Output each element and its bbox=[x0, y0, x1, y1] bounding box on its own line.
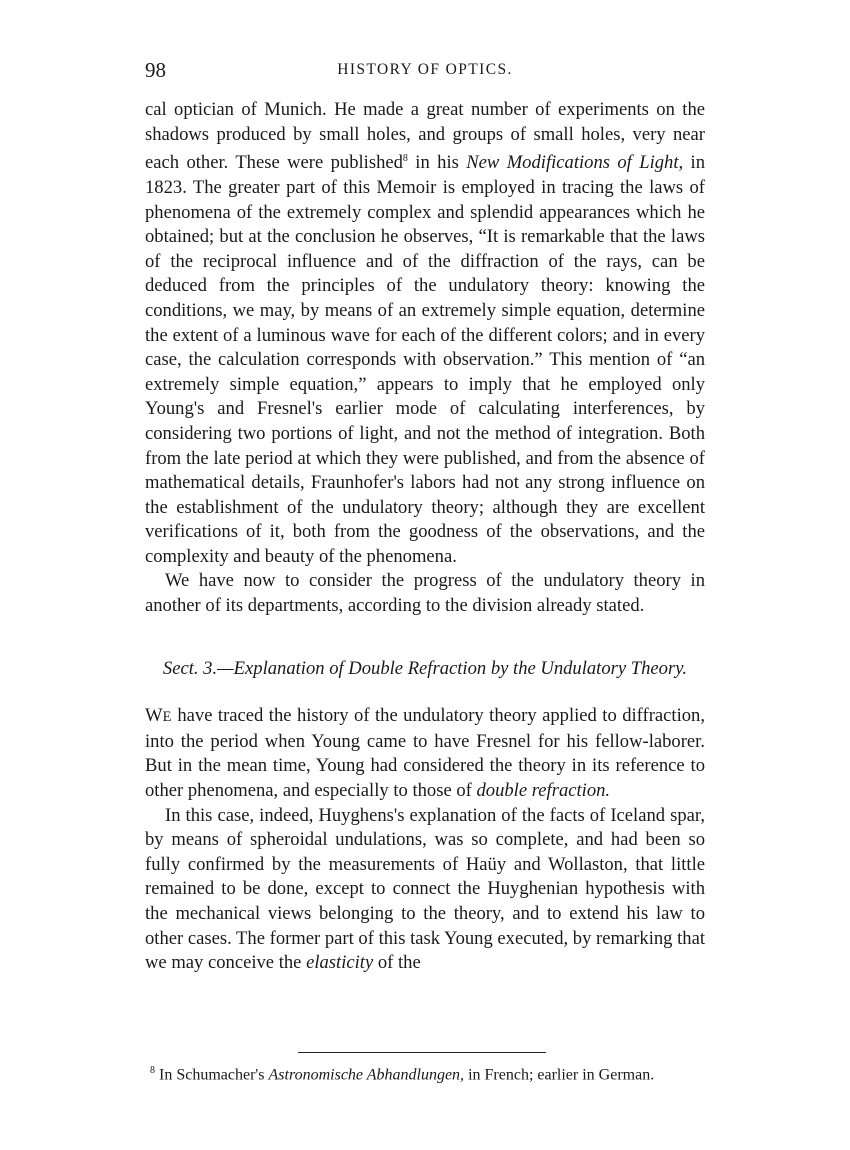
page-number: 98 bbox=[145, 58, 166, 82]
footnote-title: Astronomische Abhandlungen, bbox=[268, 1066, 465, 1084]
footnote: $^8$ In Schumacher's Astronomische Abhandlungen, in French; earlier in German. bbox=[150, 1065, 655, 1084]
paragraph-1: cal optician of Munich. He made a great number of experiments on the shadows produced by small holes, and groups of small holes, very near each other. These were published$^8$ in his New Modifications of Light, in 1823. The greater part of this Memoir is employed in tracing the laws of phenomena of the extremely complex and splendid appearances which he obtained; but at the conclusion he observes, “It is remarkable that the laws of the reciprocal influence and of the diffraction of the rays, can be deduced from the principles of the undulatory theory: knowing the conditions, we may, by means of an extremely simple equation, determine the extent of a luminous wave for each of the different colors; and in every case, the calculation corresponds with observation.” This mention of “an extremely simple equation,” appears to imply that he employed only Young's and Fresnel's earlier mode of calculating interferences, by considering two portions of light, and not the method of integration. Both from the late period at which they were published, and from the absence of mathematical details, Fraunhofer's labors had not any strong influence on the establishment of the undulatory theory; although they are excellent verifications of it, both from the goodness of the observations, and the complexity and beauty of the phenomena. bbox=[145, 99, 705, 567]
footnote-rule bbox=[298, 1052, 546, 1053]
book-title: New Modifications of Light, bbox=[466, 152, 684, 174]
page-body bbox=[145, 98, 705, 976]
paragraph-4: In this case, indeed, Huyghens's explanation of the facts of Iceland spar, by means of spheroidal undulations, was so complete, and had been so fully confirmed by the measurements of Haüy and Wollaston, that little remained to be done, except to connect the Huyghenian hypothesis with the mechanical views belonging to the theory, and to extend his law to other cases. The former part of this task Young executed, by remarking that we may conceive the elasticity of the bbox=[145, 804, 705, 974]
page-header bbox=[145, 58, 705, 82]
footnote-reference: 8 bbox=[402, 153, 408, 165]
footnote-mark: 8 bbox=[150, 1065, 155, 1076]
emphasis: double refraction. bbox=[476, 780, 611, 802]
emphasis: elasticity bbox=[306, 952, 374, 974]
drop-capital: W bbox=[145, 705, 163, 727]
running-title: HISTORY OF OPTICS. bbox=[337, 61, 513, 78]
paragraph-3: WE have traced the history of the undulatory theory applied to diffraction, into the period when Young came to have Fresnel for his fellow-laborer. But in the mean time, Young had considered the theory in its reference to other phenomena, and especially to those of double refraction. bbox=[145, 705, 705, 802]
section-title: —Explanation of Double Refraction by the Undulatory Theory. bbox=[217, 657, 688, 679]
section-heading bbox=[145, 657, 705, 682]
section-number: Sect. 3. bbox=[162, 657, 218, 679]
paragraph-2: We have now to consider the progress of the undulatory theory in another of its departments, according to the division already stated. bbox=[145, 570, 705, 617]
